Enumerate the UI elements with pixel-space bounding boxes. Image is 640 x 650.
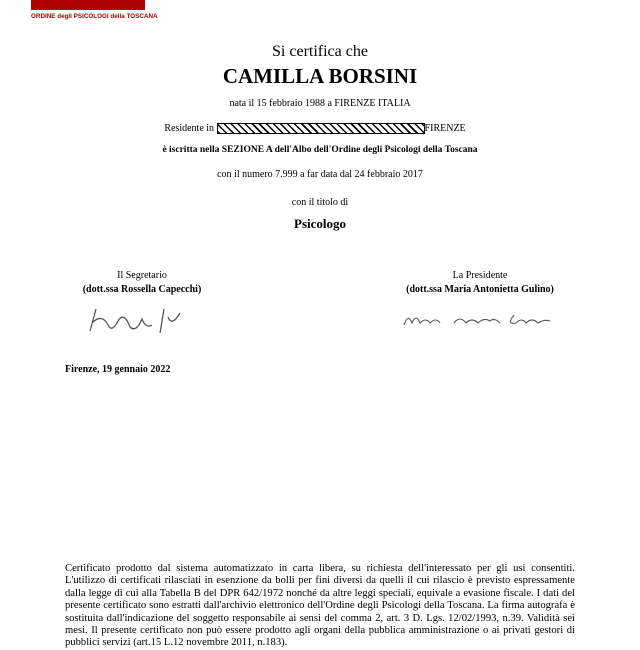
logo-banner bbox=[31, 0, 145, 10]
legal-footer: Certificato prodotto dal sistema automatizzato in carta libera, su richiesta dell'interessato per gli usi consentiti. L'utilizzo di certificati rilasciati in esenzione da bolli per fini diversi da quelli il cui rilascio è previsto espressamente dalla legge di cui alla Tabella B del DPR 642/1972 nonché da altre leggi speciali, equivale a evasione fiscale. I dati del presente certificato sono estratti dall'archivio elettronico dell'Ordine degli Psicologi della Toscana. La firma autografa è sostituita dall'indicazione del soggetto responsabile ai sensi del comma 2, art. 3 D. Lgs. 12/02/1993, n.39. Validità sei mesi. Il presente certificato non può essere prodotto agli organi della pubblica amministrazione o ai privati gestori di pubblici servizi (art.15 L.12 novembre 2011, n.183). bbox=[65, 563, 575, 649]
residence-line bbox=[0, 123, 635, 134]
residence-label: Residente in bbox=[164, 123, 215, 134]
signer-role: Il Segretario bbox=[117, 270, 167, 281]
registration-number: con il numero 7.999 a far data dal 24 febbraio 2017 bbox=[217, 169, 423, 180]
signer-role: La Presidente bbox=[452, 270, 508, 281]
issue-date: Firenze, 19 gennaio 2022 bbox=[65, 364, 171, 375]
professional-title: Psicologo bbox=[294, 216, 346, 231]
holder-name: CAMILLA BORSINI bbox=[222, 64, 418, 88]
org-name: ORDINE degli PSICOLOGI della TOSCANA bbox=[31, 13, 158, 20]
signature-secretary bbox=[32, 270, 252, 342]
residence-city: FIRENZE bbox=[424, 123, 466, 134]
handwritten-signature bbox=[390, 299, 570, 335]
redacted-address bbox=[217, 123, 425, 134]
intro-text: Si certifica che bbox=[272, 43, 368, 60]
title-intro: con il titolo di bbox=[291, 197, 349, 208]
signer-name: (dott.ssa Maria Antonietta Gulino) bbox=[406, 284, 554, 295]
section-info: è iscritta nella SEZIONE A dell'Albo dell'Ordine degli Psicologi della Toscana bbox=[162, 145, 478, 155]
signature-president bbox=[370, 270, 590, 338]
signer-name: (dott.ssa Rossella Capecchi) bbox=[82, 284, 202, 295]
birth-info: nata il 15 febbraio 1988 a FIRENZE ITALIA bbox=[229, 98, 411, 109]
handwritten-signature bbox=[82, 303, 202, 339]
